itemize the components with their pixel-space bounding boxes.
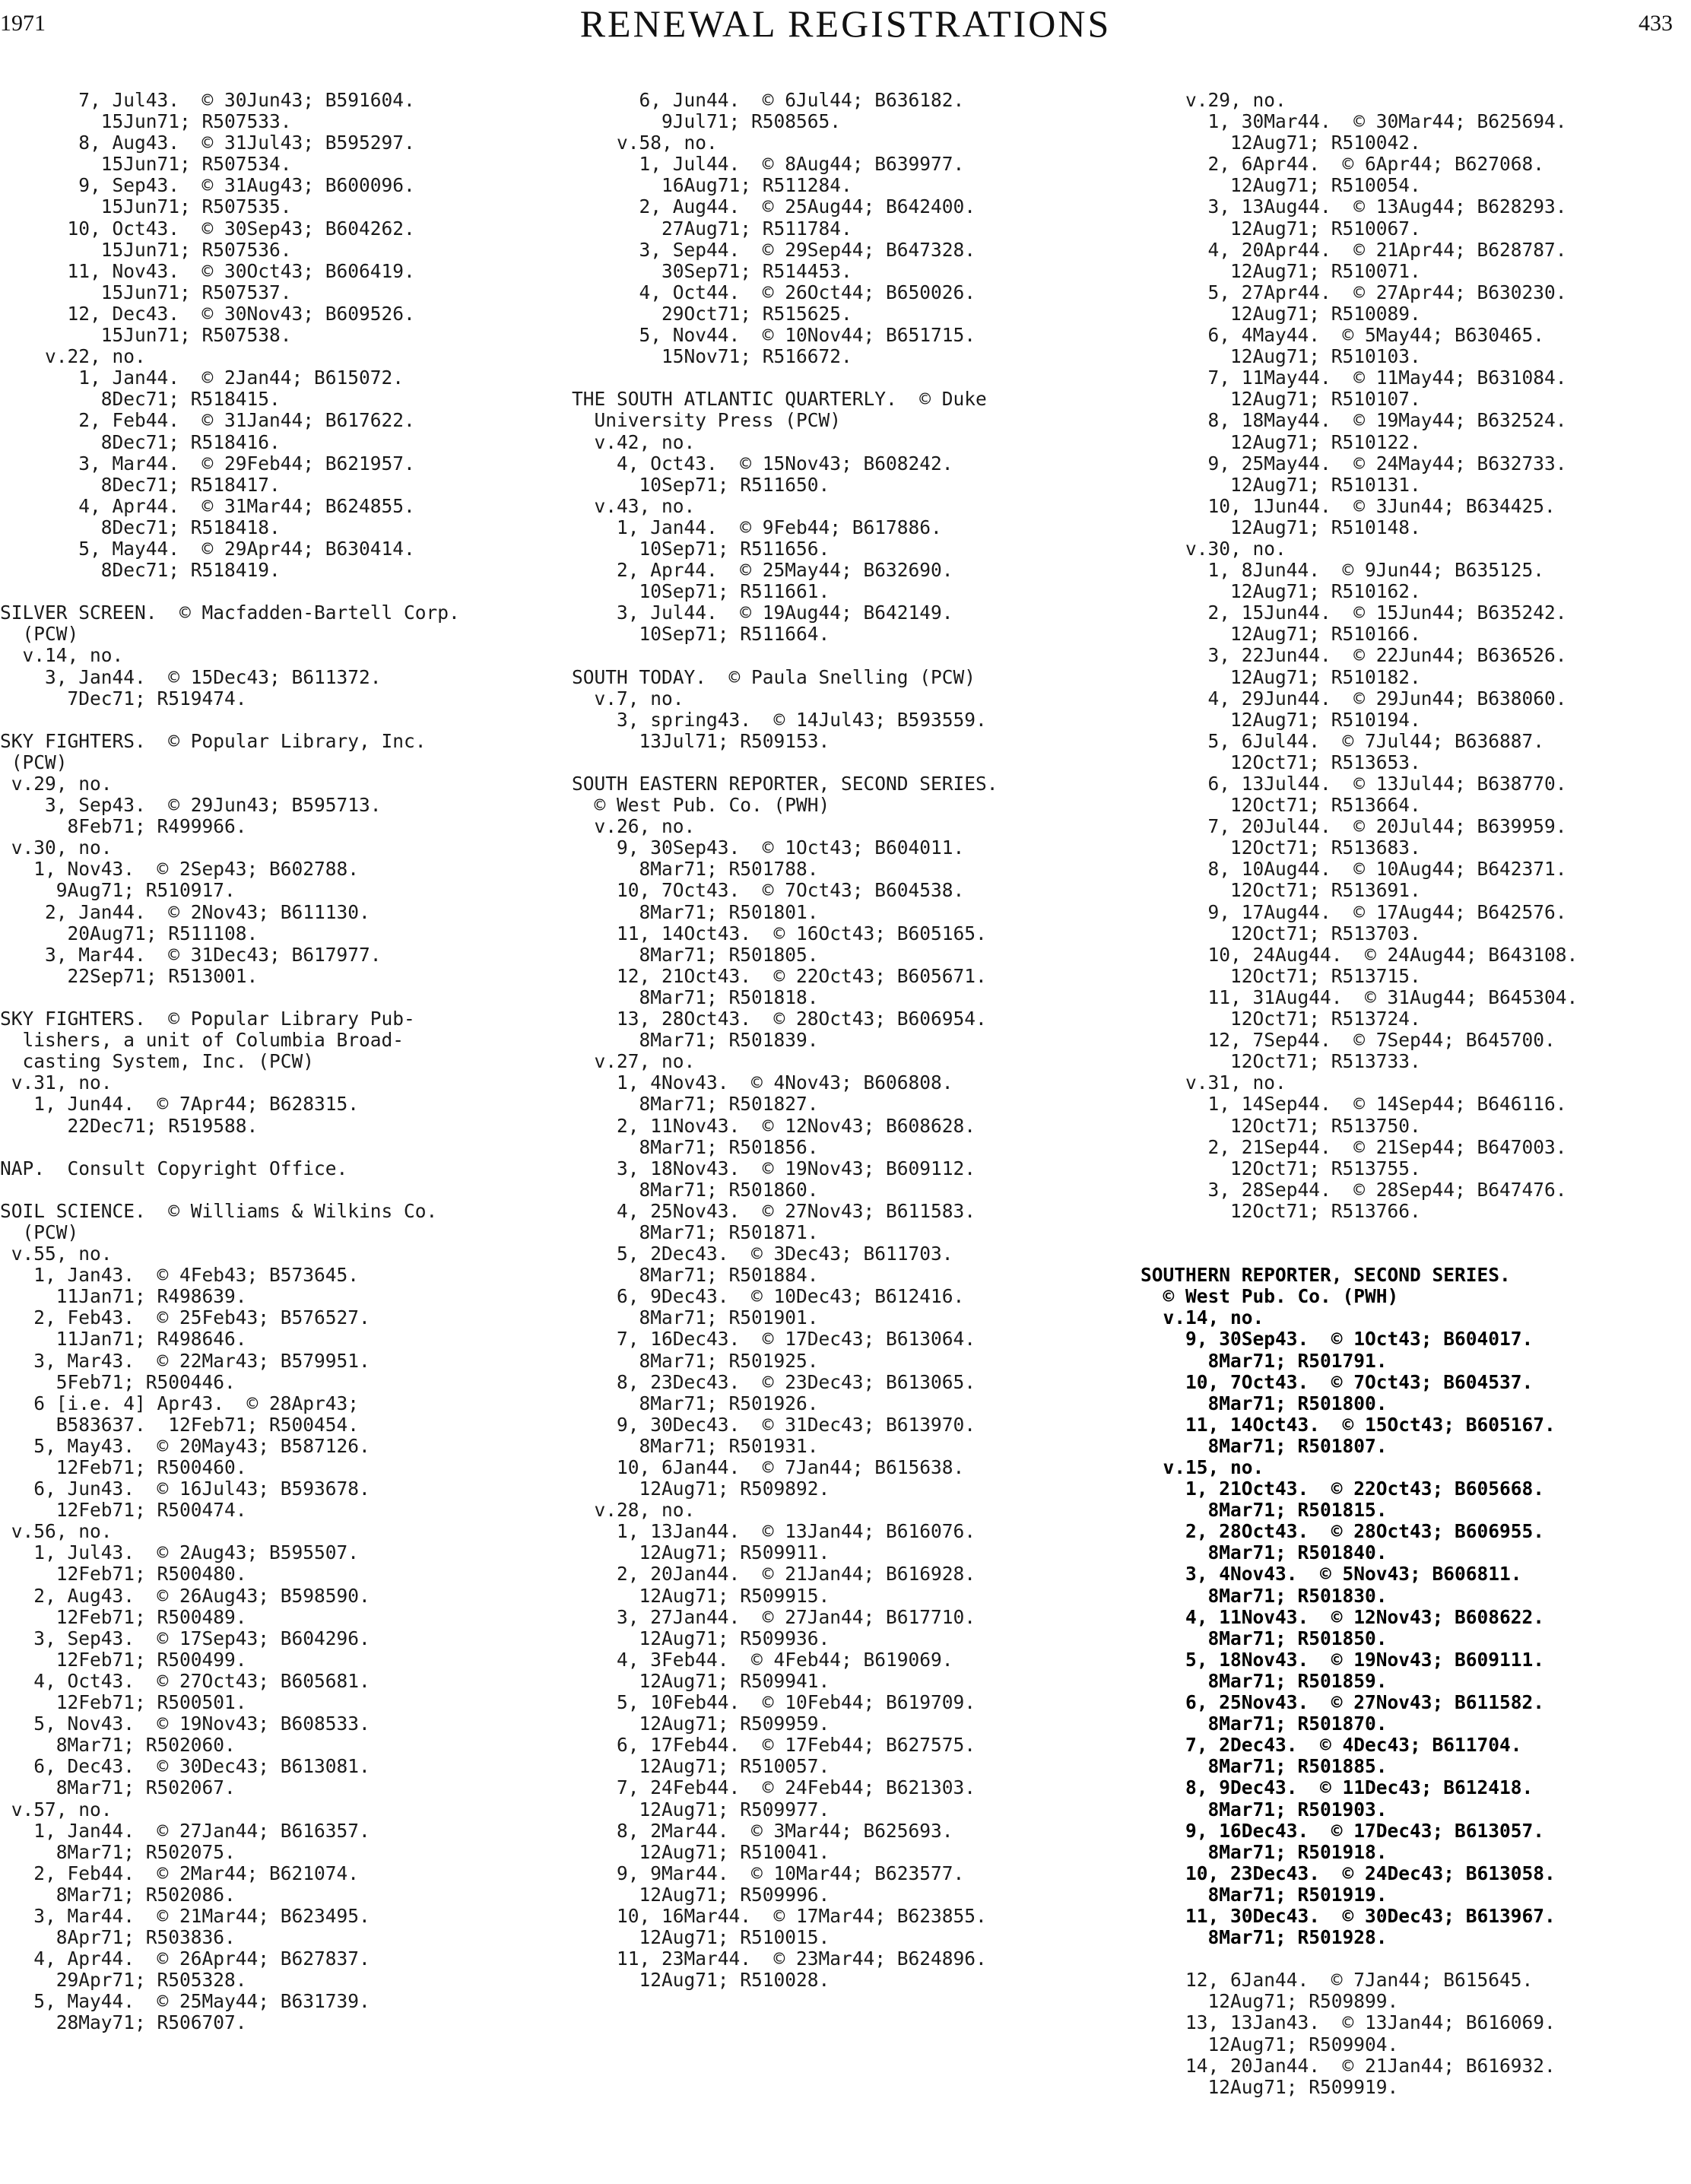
entry-line: 12Feb71; R500460. [0, 1456, 247, 1478]
entry-line: (PCW) [0, 1221, 79, 1243]
entry-line: 8, Aug43. © 31Jul43; B595297. [0, 132, 415, 154]
entry-line: 10Sep71; R511656. [572, 537, 830, 560]
entry-line: NAP. Consult Copyright Office. [0, 1157, 348, 1179]
entry-line: 30Sep71; R514453. [572, 259, 852, 282]
entry-line [1141, 1243, 1691, 1265]
entry-line: 8Mar71; R501850. [1141, 1627, 1388, 1649]
entry-line: 15Jun71; R507538. [0, 324, 292, 347]
entry-line: 5, Nov44. © 10Nov44; B651715. [572, 324, 976, 347]
page-year: 1971 [0, 11, 46, 36]
entry-line: 9, 30Dec43. © 31Dec43; B613970. [572, 1413, 976, 1436]
entry-line: 8Mar71; R501807. [1141, 1434, 1388, 1457]
entry-line: v.56, no. [0, 1520, 113, 1543]
entry-line: 11, 14Oct43. © 16Oct43; B605165. [572, 922, 987, 944]
entry-line: 8Mar71; R501919. [1141, 1883, 1388, 1906]
entry-line: 12Aug71; R510071. [1141, 259, 1421, 282]
entry-line: 12Feb71; R500480. [0, 1563, 247, 1586]
entry-line: SKY FIGHTERS. © Popular Library, Inc. [0, 729, 427, 752]
entry-line: 5, 6Jul44. © 7Jul44; B636887. [1141, 729, 1545, 752]
entry-line: v.15, no. [1141, 1456, 1264, 1478]
entry-line: 5, 2Dec43. © 3Dec43; B611703. [572, 1243, 953, 1265]
entry-line: 1, 30Mar44. © 30Mar44; B625694. [1141, 110, 1567, 133]
entry-line: 1, Jul43. © 2Aug43; B595507. [0, 1541, 360, 1564]
entry-line: 12Aug71; R510162. [1141, 580, 1421, 603]
entry-line: 8Mar71; R501801. [572, 900, 819, 923]
entry-line: 2, Feb43. © 25Feb43; B576527. [0, 1306, 370, 1329]
entry-line: 11, 14Oct43. © 15Oct43; B605167. [1141, 1413, 1556, 1436]
entry-line: 12Aug71; R510182. [1141, 665, 1421, 688]
entry-line: 1, 8Jun44. © 9Jun44; B635125. [1141, 559, 1545, 582]
entry-line: 12Aug71; R510103. [1141, 345, 1421, 368]
entry-line: 8, 10Aug44. © 10Aug44; B642371. [1141, 858, 1567, 881]
entry-line: 14, 20Jan44. © 21Jan44; B616932. [1141, 2054, 1556, 2077]
page-number: 433 [1639, 11, 1673, 36]
entry-line: (PCW) [0, 623, 79, 646]
entry-line: 5, May43. © 20May43; B587126. [0, 1434, 370, 1457]
entry-line: 15Jun71; R507535. [0, 195, 292, 218]
entry-line: 8Mar71; R501928. [1141, 1926, 1388, 1949]
entry-line: v.7, no. [572, 687, 684, 709]
entry-line: 4, 3Feb44. © 4Feb44; B619069. [572, 1648, 953, 1671]
entry-line: v.31, no. [1141, 1071, 1286, 1094]
entry-line: 13, 13Jan43. © 13Jan44; B616069. [1141, 2011, 1556, 2034]
entry-line: 8, 18May44. © 19May44; B632524. [1141, 409, 1567, 432]
entry-line: 6, 13Jul44. © 13Jul44; B638770. [1141, 773, 1567, 795]
entry-line: 8Mar71; R501870. [1141, 1713, 1388, 1735]
entry-line: 4, Apr44. © 31Mar44; B624855. [0, 494, 415, 517]
entry-line: 8Mar71; R501788. [572, 858, 819, 881]
entry-line: 8Mar71; R501840. [1141, 1541, 1388, 1564]
entry-line: 8Dec71; R518419. [0, 559, 281, 582]
entry-line: 1, Jun44. © 7Apr44; B628315. [0, 1093, 360, 1116]
entry-line: 12Aug71; R510042. [1141, 132, 1421, 154]
entry-line: 3, 4Nov43. © 5Nov43; B606811. [1141, 1563, 1522, 1586]
entry-line: 3, 13Aug44. © 13Aug44; B628293. [1141, 195, 1567, 218]
entry-line: 12Aug71; R510122. [1141, 430, 1421, 453]
entry-line: 8Mar71; R502075. [0, 1840, 236, 1863]
entry-line: 22Sep71; R513001. [0, 964, 259, 987]
entry-line: 10, 1Jun44. © 3Jun44; B634425. [1141, 494, 1556, 517]
entry-line: 9, 16Dec43. © 17Dec43; B613057. [1141, 1819, 1545, 1842]
entry-line: 12Aug71; R509904. [1141, 2033, 1399, 2055]
entry-line: 8Mar71; R501830. [1141, 1584, 1388, 1607]
entry-line: 12Aug71; R509941. [572, 1669, 830, 1692]
entry-line: v.14, no. [0, 644, 124, 667]
entry-line: 8Apr71; R503836. [0, 1926, 236, 1949]
entry-line: 2, Feb44. © 2Mar44; B621074. [0, 1862, 360, 1884]
entry-line: 6, 9Dec43. © 10Dec43; B612416. [572, 1285, 965, 1308]
entry-line: 27Aug71; R511784. [572, 217, 852, 240]
entry-line: 12Oct71; R513724. [1141, 1008, 1421, 1030]
entry-line: 8Mar71; R501931. [572, 1434, 819, 1457]
entry-line: 5, May44. © 29Apr44; B630414. [0, 537, 415, 560]
entry-line: 12Aug71; R510015. [572, 1926, 830, 1949]
entry-line: v.30, no. [1141, 537, 1286, 560]
entry-line: 12Oct71; R513664. [1141, 794, 1421, 817]
entry-line [572, 752, 1134, 773]
entry-line: 12Aug71; R509892. [572, 1478, 830, 1500]
entry-line: 12Oct71; R513683. [1141, 836, 1421, 859]
entry-line: 8Mar71; R501800. [1141, 1392, 1388, 1414]
entry-line: 8, 9Dec43. © 11Dec43; B612418. [1141, 1776, 1534, 1799]
entry-line: 12Oct71; R513691. [1141, 879, 1421, 902]
entry-line: 3, Sep43. © 17Sep43; B604296. [0, 1627, 370, 1649]
entry-line: 12Aug71; R510089. [1141, 302, 1421, 325]
entry-line: 12Aug71; R509915. [572, 1584, 830, 1607]
entry-line: v.22, no. [0, 345, 146, 368]
entry-line [0, 1137, 555, 1158]
entry-line: 16Aug71; R511284. [572, 174, 852, 197]
entry-line: 8, 2Mar44. © 3Mar44; B625693. [572, 1819, 953, 1842]
entry-line: 8Mar71; R501818. [572, 986, 819, 1008]
entry-line: 10Sep71; R511650. [572, 473, 830, 496]
entry-line [0, 1179, 555, 1201]
entry-line: 8Mar71; R501871. [572, 1221, 819, 1243]
entry-line: 1, Jan43. © 4Feb43; B573645. [0, 1264, 360, 1287]
entry-line: 1, 14Sep44. © 14Sep44; B646116. [1141, 1093, 1567, 1116]
entry-line: 8Mar71; R501827. [572, 1093, 819, 1116]
entry-line: 12Oct71; R513755. [1141, 1157, 1421, 1179]
entry-line: 12Feb71; R500489. [0, 1605, 247, 1628]
column-1 [0, 90, 555, 2182]
entry-line [1141, 1948, 1691, 1970]
entry-line: SOIL SCIENCE. © Williams & Wilkins Co. [0, 1199, 438, 1222]
entry-line: 8Mar71; R501901. [572, 1306, 819, 1329]
entry-line: 9, 25May44. © 24May44; B632733. [1141, 452, 1567, 475]
entry-line: 3, Mar44. © 31Dec43; B617977. [0, 943, 382, 966]
entry-line: 12, 21Oct43. © 22Oct43; B605671. [572, 964, 987, 987]
entry-line: 3, Jul44. © 19Aug44; B642149. [572, 602, 953, 624]
entry-line: 11Jan71; R498639. [0, 1285, 247, 1308]
entry-line: 9Aug71; R510917. [0, 879, 236, 902]
entry-line: 8Mar71; R502086. [0, 1883, 236, 1906]
entry-line: 7, Jul43. © 30Jun43; B591604. [0, 90, 415, 111]
entry-line: 2, 6Apr44. © 6Apr44; B627068. [1141, 153, 1545, 176]
entry-line: 13Jul71; R509153. [572, 729, 830, 752]
entry-line: v.31, no. [0, 1071, 113, 1094]
entry-line: 8Mar71; R501805. [572, 943, 819, 966]
entry-line: 12Oct71; R513766. [1141, 1199, 1421, 1222]
entry-line: 1, Jan44. © 2Jan44; B615072. [0, 367, 405, 389]
entry-line: v.42, no. [572, 430, 696, 453]
entry-line: 8Mar71; R501884. [572, 1264, 819, 1287]
entry-line: 2, 28Oct43. © 28Oct43; B606955. [1141, 1520, 1545, 1543]
entry-line: 8Mar71; R501839. [572, 1029, 819, 1052]
entry-line: 8Mar71; R501815. [1141, 1499, 1388, 1522]
page-title: RENEWAL REGISTRATIONS [579, 2, 1112, 45]
entry-line: 12, Dec43. © 30Nov43; B609526. [0, 302, 415, 325]
entry-line: 12Aug71; R509911. [572, 1541, 830, 1564]
entry-line: 2, 21Sep44. © 21Sep44; B647003. [1141, 1135, 1567, 1158]
entry-line: 11, 30Dec43. © 30Dec43; B613967. [1141, 1904, 1556, 1927]
entry-line: 10, Oct43. © 30Sep43; B604262. [0, 217, 415, 240]
entry-line: 28May71; R506707. [0, 2011, 247, 2034]
entry-line: 12Aug71; R510107. [1141, 388, 1421, 411]
entry-line: 11, Nov43. © 30Oct43; B606419. [0, 259, 415, 282]
entry-line: 7, 20Jul44. © 20Jul44; B639959. [1141, 815, 1567, 838]
entry-line: (PCW) [0, 751, 68, 773]
entry-line: 2, Feb44. © 31Jan44; B617622. [0, 409, 415, 432]
entry-line: SILVER SCREEN. © Macfadden-Bartell Corp. [0, 602, 460, 624]
entry-line: 8Dec71; R518417. [0, 473, 281, 496]
entry-line: 1, Jan44. © 9Feb44; B617886. [572, 516, 942, 538]
entry-line: 12Feb71; R500499. [0, 1648, 247, 1671]
entry-line: 6, 25Nov43. © 27Nov43; B611582. [1141, 1691, 1545, 1714]
entry-line: 8Mar71; R501925. [572, 1349, 819, 1372]
entry-line: 1, Jan44. © 27Jan44; B616357. [0, 1819, 370, 1842]
entry-line: 12Oct71; R513703. [1141, 922, 1421, 944]
entry-line: 9, 17Aug44. © 17Aug44; B642576. [1141, 900, 1567, 923]
entry-line: 2, Jan44. © 2Nov43; B611130. [0, 900, 370, 923]
entry-line: 12Aug71; R509936. [572, 1627, 830, 1649]
entry-line: 10, 24Aug44. © 24Aug44; B643108. [1141, 943, 1578, 966]
entry-line: v.55, no. [0, 1243, 113, 1265]
entry-line: 6, 4May44. © 5May44; B630465. [1141, 324, 1545, 347]
entry-line: 6, Dec43. © 30Dec43; B613081. [0, 1755, 370, 1778]
entry-line: 10, 23Dec43. © 24Dec43; B613058. [1141, 1862, 1556, 1884]
entry-line: 11, 31Aug44. © 31Aug44; B645304. [1141, 986, 1578, 1008]
entry-line: 15Jun71; R507536. [0, 238, 292, 261]
entry-line: 5, 10Feb44. © 10Feb44; B619709. [572, 1691, 976, 1714]
entry-line: 8Mar71; R501885. [1141, 1755, 1388, 1778]
entry-line: 10, 6Jan44. © 7Jan44; B615638. [572, 1456, 965, 1478]
entry-line: lishers, a unit of Columbia Broad- [0, 1029, 405, 1052]
entry-line: 3, 18Nov43. © 19Nov43; B609112. [572, 1157, 976, 1179]
entry-line: 8Dec71; R518418. [0, 516, 281, 538]
entry-line: 5, Nov43. © 19Nov43; B608533. [0, 1713, 370, 1735]
entry-line: 12Aug71; R510054. [1141, 174, 1421, 197]
entry-line: 8Mar71; R501926. [572, 1392, 819, 1414]
entry-line: 11, 23Mar44. © 23Mar44; B624896. [572, 1948, 987, 1970]
entry-line: 7, 11May44. © 11May44; B631084. [1141, 367, 1567, 389]
entry-line: 22Dec71; R519588. [0, 1114, 259, 1137]
entry-line: 8Mar71; R502067. [0, 1776, 236, 1799]
entry-line: 7, 16Dec43. © 17Dec43; B613064. [572, 1328, 976, 1351]
entry-line: 8Dec71; R518416. [0, 430, 281, 453]
entry-line: 6, Jun43. © 16Jul43; B593678. [0, 1478, 370, 1500]
entry-line: 15Nov71; R516672. [572, 345, 852, 368]
entry-line: 12Aug71; R510166. [1141, 623, 1421, 646]
column-3 [1141, 90, 1691, 2182]
entry-line [0, 987, 555, 1008]
entry-line: 29Oct71; R515625. [572, 302, 852, 325]
entry-line: 9Jul71; R508565. [572, 110, 842, 133]
entry-line: 3, spring43. © 14Jul43; B593559. [572, 708, 987, 731]
entry-line: 9, 9Mar44. © 10Mar44; B623577. [572, 1862, 965, 1884]
entry-line: 20Aug71; R511108. [0, 922, 259, 944]
entry-line: 4, Oct44. © 26Oct44; B650026. [572, 281, 976, 303]
entry-line [0, 581, 555, 602]
entry-line: 5, 18Nov43. © 19Nov43; B609111. [1141, 1648, 1545, 1671]
entry-line: 4, Apr44. © 26Apr44; B627837. [0, 1948, 370, 1970]
entry-line [572, 645, 1134, 666]
entry-line: v.28, no. [572, 1499, 696, 1522]
entry-line: 8Feb71; R499966. [0, 815, 247, 838]
entry-line: 7, 24Feb44. © 24Feb44; B621303. [572, 1776, 976, 1799]
entry-line: 3, Mar44. © 21Mar44; B623495. [0, 1904, 370, 1927]
entry-line: v.57, no. [0, 1798, 113, 1821]
entry-line: 12Aug71; R510067. [1141, 217, 1421, 240]
entry-line: 8Mar71; R501903. [1141, 1798, 1388, 1821]
entry-line: 12Aug71; R509959. [572, 1713, 830, 1735]
entry-line: 12Aug71; R509977. [572, 1798, 830, 1821]
entry-line: v.30, no. [0, 836, 113, 859]
entry-line: 4, 29Jun44. © 29Jun44; B638060. [1141, 687, 1567, 709]
entry-line [0, 709, 555, 731]
entry-line: 9, 30Sep43. © 1Oct43; B604017. [1141, 1328, 1534, 1351]
entry-line: 3, Mar43. © 22Mar43; B579951. [0, 1349, 370, 1372]
entry-line: 8Mar71; R501918. [1141, 1840, 1388, 1863]
entry-line: SKY FIGHTERS. © Popular Library Pub- [0, 1008, 415, 1030]
entry-line: 12Aug71; R509899. [1141, 1990, 1399, 2013]
entry-line: 10, 7Oct43. © 7Oct43; B604538. [572, 879, 965, 902]
entry-line: 5, 27Apr44. © 27Apr44; B630230. [1141, 281, 1567, 303]
entry-line: 4, Oct43. © 15Nov43; B608242. [572, 452, 953, 475]
entry-line: 15Jun71; R507533. [0, 110, 292, 133]
entry-line: 3, Jan44. © 15Dec43; B611372. [0, 665, 382, 688]
entry-line: 8, 23Dec43. © 23Dec43; B613065. [572, 1370, 976, 1393]
entry-line: 5, May44. © 25May44; B631739. [0, 1990, 370, 2013]
entry-line: v.43, no. [572, 494, 696, 517]
entry-line [572, 367, 1134, 389]
entry-line: v.14, no. [1141, 1306, 1264, 1329]
entry-line: © West Pub. Co. (PWH) [572, 794, 830, 817]
entry-line: 4, 20Apr44. © 21Apr44; B628787. [1141, 238, 1567, 261]
entry-line: 6 [i.e. 4] Apr43. © 28Apr43; [0, 1392, 360, 1414]
entry-line: 12Aug71; R510148. [1141, 516, 1421, 538]
entry-line: 12Aug71; R509919. [1141, 2075, 1399, 2098]
entry-line: 12Aug71; R509996. [572, 1883, 830, 1906]
entry-line: 3, Sep43. © 29Jun43; B595713. [0, 794, 382, 817]
entry-line: 12Oct71; R513733. [1141, 1050, 1421, 1073]
entry-line: 1, Jul44. © 8Aug44; B639977. [572, 153, 965, 176]
entry-line: 8Mar71; R501856. [572, 1135, 819, 1158]
entry-line: 2, 20Jan44. © 21Jan44; B616928. [572, 1563, 976, 1586]
entry-line: 3, 27Jan44. © 27Jan44; B617710. [572, 1605, 976, 1628]
entry-line: 10, 16Mar44. © 17Mar44; B623855. [572, 1904, 987, 1927]
entry-line: 8Mar71; R502060. [0, 1734, 236, 1757]
entry-line: 10Sep71; R511661. [572, 580, 830, 603]
entry-line: 12Oct71; R513653. [1141, 751, 1421, 773]
entry-line: 15Jun71; R507534. [0, 153, 292, 176]
entry-line: 2, 11Nov43. © 12Nov43; B608628. [572, 1114, 976, 1137]
entry-line: 9, Sep43. © 31Aug43; B600096. [0, 174, 415, 197]
entry-line: 4, 25Nov43. © 27Nov43; B611583. [572, 1199, 976, 1222]
entry-line: 15Jun71; R507537. [0, 281, 292, 303]
entry-line: 2, Apr44. © 25May44; B632690. [572, 559, 953, 582]
entry-line: 1, Nov43. © 2Sep43; B602788. [0, 858, 360, 881]
entry-line: 12Oct71; R513715. [1141, 964, 1421, 987]
entry-line: 12Feb71; R500474. [0, 1499, 247, 1522]
entry-line: 10, 7Oct43. © 7Oct43; B604537. [1141, 1370, 1534, 1393]
entry-line: 2, Aug43. © 26Aug43; B598590. [0, 1584, 370, 1607]
entry-line: 7, 2Dec43. © 4Dec43; B611704. [1141, 1734, 1522, 1757]
entry-line: 12Oct71; R513750. [1141, 1114, 1421, 1137]
entry-line: v.27, no. [572, 1050, 696, 1073]
entry-line: 1, 4Nov43. © 4Nov43; B606808. [572, 1071, 953, 1094]
entry-line: 3, Sep44. © 29Sep44; B647328. [572, 238, 976, 261]
entry-line: v.29, no. [0, 773, 113, 795]
entry-line: 8Mar71; R501859. [1141, 1669, 1388, 1692]
entry-line: 12Aug71; R510131. [1141, 473, 1421, 496]
entry-line: v.26, no. [572, 815, 696, 838]
column-2 [572, 90, 1134, 2182]
entry-line: 11Jan71; R498646. [0, 1328, 247, 1351]
entry-line: 4, Oct43. © 27Oct43; B605681. [0, 1669, 370, 1692]
entry-line: 12, 7Sep44. © 7Sep44; B645700. [1141, 1029, 1556, 1052]
entry-line: University Press (PCW) [572, 409, 842, 432]
entry-line: 12Feb71; R500501. [0, 1691, 247, 1714]
entry-line: 13, 28Oct43. © 28Oct43; B606954. [572, 1008, 987, 1030]
entry-line: SOUTH EASTERN REPORTER, SECOND SERIES. [572, 773, 998, 795]
entry-line: 12Aug71; R510194. [1141, 708, 1421, 731]
entry-line: 12Aug71; R510057. [572, 1755, 830, 1778]
entry-line: 2, Aug44. © 25Aug44; B642400. [572, 195, 976, 218]
entry-line: v.29, no. [1141, 90, 1286, 111]
entry-line: 9, 30Sep43. © 1Oct43; B604011. [572, 836, 965, 859]
entry-line: 10Sep71; R511664. [572, 623, 830, 646]
entry-line: 3, 28Sep44. © 28Sep44; B647476. [1141, 1178, 1567, 1201]
entry-line: SOUTHERN REPORTER, SECOND SERIES. [1141, 1264, 1511, 1287]
entry-line: 1, 21Oct43. © 22Oct43; B605668. [1141, 1478, 1545, 1500]
entry-line: 12Aug71; R510028. [572, 1969, 830, 1992]
entry-line: 8Dec71; R518415. [0, 388, 281, 411]
entry-line: 12Aug71; R510041. [572, 1840, 830, 1863]
entry-line: © West Pub. Co. (PWH) [1141, 1285, 1399, 1308]
entry-line: casting System, Inc. (PCW) [0, 1050, 315, 1073]
entry-line: 7Dec71; R519474. [0, 687, 247, 709]
entry-line: 8Mar71; R501791. [1141, 1349, 1388, 1372]
entry-line: 6, Jun44. © 6Jul44; B636182. [572, 90, 965, 111]
entry-line: v.58, no. [572, 132, 718, 154]
entry-line: 3, 22Jun44. © 22Jun44; B636526. [1141, 644, 1567, 667]
entry-line: B583637. 12Feb71; R500454. [0, 1413, 360, 1436]
entry-line: 3, Mar44. © 29Feb44; B621957. [0, 452, 415, 475]
entry-line: SOUTH TODAY. © Paula Snelling (PCW) [572, 665, 976, 688]
entry-line: 29Apr71; R505328. [0, 1969, 247, 1992]
entry-line: 1, 13Jan44. © 13Jan44; B616076. [572, 1520, 976, 1543]
entry-line: 6, 17Feb44. © 17Feb44; B627575. [572, 1734, 976, 1757]
entry-line [1141, 1222, 1691, 1243]
entry-line: 4, 11Nov43. © 12Nov43; B608622. [1141, 1605, 1545, 1628]
entry-line: 8Mar71; R501860. [572, 1178, 819, 1201]
entry-line: 2, 15Jun44. © 15Jun44; B635242. [1141, 602, 1567, 624]
entry-line: 12, 6Jan44. © 7Jan44; B615645. [1141, 1969, 1534, 1992]
entry-line: 5Feb71; R500446. [0, 1370, 236, 1393]
entry-line: THE SOUTH ATLANTIC QUARTERLY. © Duke [572, 388, 987, 411]
